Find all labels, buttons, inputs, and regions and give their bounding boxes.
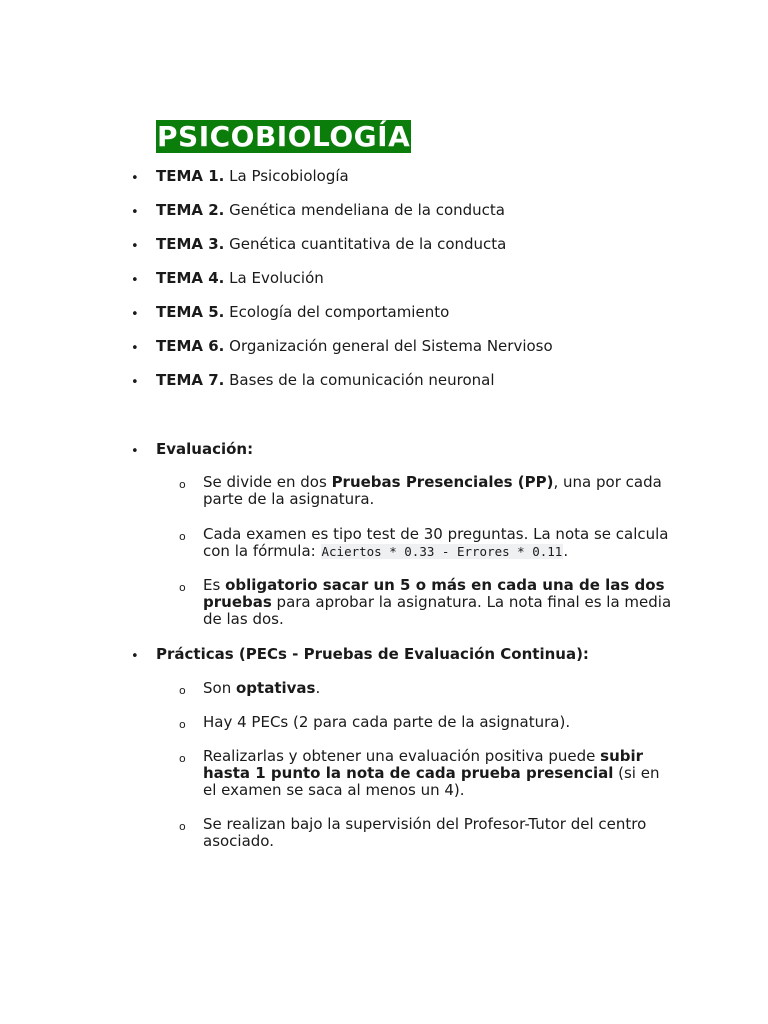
bullet-marker: • — [131, 307, 139, 322]
list-item-tema-5 — [156, 304, 449, 321]
topic-text: La Psicobiología — [224, 167, 349, 185]
formula-code: Aciertos * 0.33 - Errores * 0.11 — [321, 544, 563, 559]
list-item-tema-4 — [156, 270, 324, 287]
bullet-marker: • — [131, 649, 139, 664]
topic-tag: TEMA 5. — [156, 303, 225, 321]
list-item-tema-7 — [156, 372, 495, 389]
topic-tag: TEMA 2. — [156, 201, 225, 219]
sub-bullet-marker: o — [179, 820, 186, 833]
list-item-tema-2 — [156, 202, 505, 219]
topic-text: Bases de la comunicación neuronal — [224, 371, 495, 389]
sub-bullet-marker: o — [179, 478, 186, 491]
practicas-item-2: Hay 4 PECs (2 para cada parte de la asignatura). — [203, 713, 571, 731]
topic-tag: TEMA 1. — [156, 167, 225, 185]
topic-tag: TEMA 3. — [156, 235, 225, 253]
list-item-tema-1 — [156, 168, 349, 185]
sub-bullet-marker: o — [179, 530, 186, 543]
bullet-marker: • — [131, 341, 139, 356]
practicas-item-1: Son optativas. — [203, 679, 321, 697]
bullet-marker: • — [131, 205, 139, 220]
bullet-marker: • — [131, 444, 139, 459]
bullet-marker: • — [131, 239, 139, 254]
page-title: PSICOBIOLOGÍA — [157, 120, 411, 153]
topic-text: Organización general del Sistema Nervioso — [224, 337, 553, 355]
topic-text: Genética cuantitativa de la conducta — [224, 235, 507, 253]
list-item-tema-6 — [156, 338, 553, 355]
bullet-marker: • — [131, 273, 139, 288]
bullet-marker: • — [131, 375, 139, 390]
practicas-item-3: Realizarlas y obtener una evaluación positiva puede subir hasta 1 punto la nota de cada prueba presencial (si en el examen se saca al menos un 4). — [203, 747, 660, 799]
sub-bullet-marker: o — [179, 684, 186, 697]
topic-text: Ecología del comportamiento — [224, 303, 450, 321]
sub-bullet-marker: o — [179, 718, 186, 731]
bullet-marker: • — [131, 171, 139, 186]
evaluation-item-3: Es obligatorio sacar un 5 o más en cada una de las dos pruebas para aprobar la asignatura. La nota final es la media de las dos. — [203, 576, 672, 628]
list-item-tema-3 — [156, 236, 506, 253]
topic-text: Genética mendeliana de la conducta — [224, 201, 506, 219]
sub-bullet-marker: o — [179, 581, 186, 594]
topic-tag: TEMA 4. — [156, 269, 225, 287]
topic-tag: TEMA 6. — [156, 337, 225, 355]
evaluation-item-2: Cada examen es tipo test de 30 preguntas. La nota se calcula con la fórmula: Aciertos * 0.33 - Errores * 0.11. — [203, 525, 669, 560]
evaluation-heading: Evaluación: — [156, 440, 254, 458]
practicas-heading: Prácticas (PECs - Pruebas de Evaluación Continua): — [156, 645, 589, 663]
practicas-item-4: Se realizan bajo la supervisión del Profesor-Tutor del centro asociado. — [203, 815, 647, 850]
topic-text: La Evolución — [224, 269, 324, 287]
topic-tag: TEMA 7. — [156, 371, 225, 389]
sub-bullet-marker: o — [179, 752, 186, 765]
evaluation-item-1: Se divide en dos Pruebas Presenciales (PP), una por cada parte de la asignatura. — [203, 473, 662, 508]
